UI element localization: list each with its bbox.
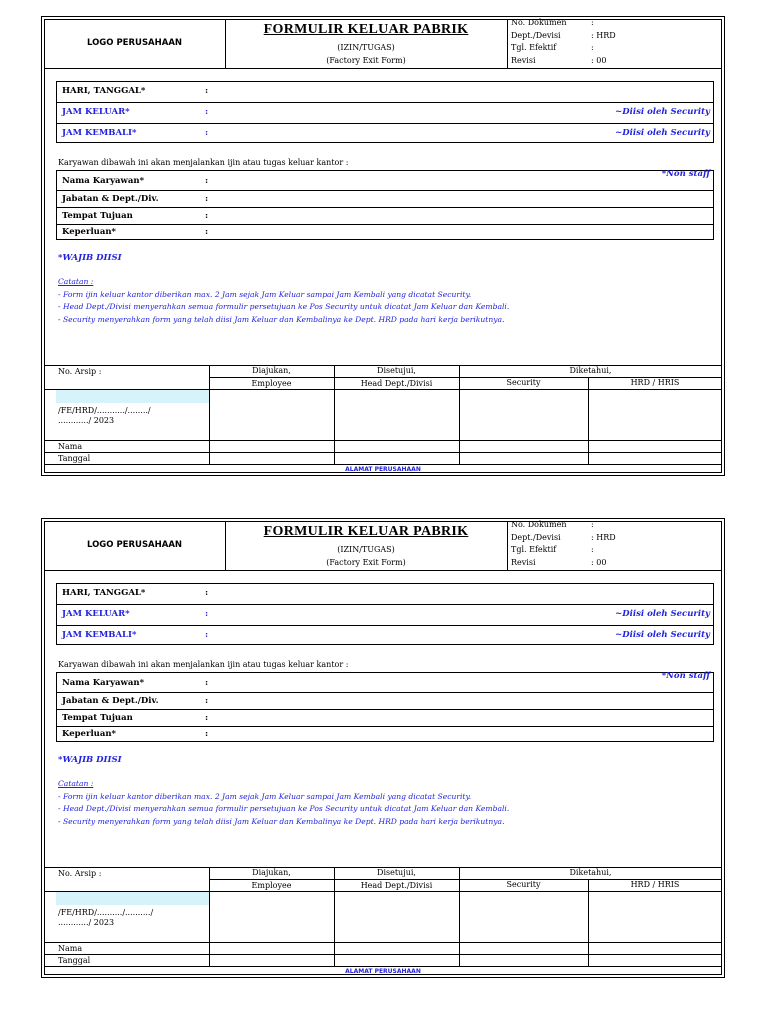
date-row-label: Tanggal — [58, 956, 91, 965]
required-note: *WAJIB DIISI — [58, 253, 122, 263]
effective-value: : — [591, 43, 594, 52]
destination-label: Tempat Tujuan — [62, 211, 133, 221]
date-label: HARI, TANGGAL* — [62, 86, 146, 96]
archive-format-line-2: ............/ 2023 — [58, 416, 115, 425]
exit-security-note: ~Diisi oleh Security — [615, 609, 710, 619]
note-line-1: - Form ijin keluar kantor diberikan max. 2 Jam sejak Jam Keluar sampai Jam Kembali yang dicatat Security. — [58, 289, 472, 299]
dept-value: : HRD — [591, 532, 616, 542]
document-meta — [511, 519, 721, 569]
dept-label: Dept./Devisi — [511, 30, 561, 40]
name-row-label: Nama — [58, 442, 83, 451]
company-address: ALAMAT PERUSAHAAN — [345, 968, 421, 975]
note-line-2: - Head Dept./Divisi menyerahkan semua formulir persetujuan ke Pos Security untuk dicatat Jam Keluar dan Kembali. — [58, 302, 510, 311]
purpose-colon: : — [205, 227, 209, 237]
form-subtitle-en: (Factory Exit Form) — [326, 56, 406, 65]
form-subtitle: (IZIN/TUGAS) — [337, 43, 395, 52]
notes-heading: Catatan : — [58, 277, 94, 286]
approved-label: Disetujui, — [377, 868, 416, 877]
notes-block — [58, 778, 718, 828]
archive-format-line-1: /FE/HRD/........../........../ — [58, 908, 154, 917]
exit-time-label: JAM KELUAR* — [62, 609, 130, 619]
doc-number-label: No. Dokumen — [511, 18, 567, 27]
date-row-label: Tanggal — [58, 454, 91, 463]
return-time-label: JAM KEMBALI* — [62, 128, 137, 138]
time-box — [56, 81, 714, 143]
doc-number-label: No. Dokumen — [511, 520, 567, 529]
hrd-col: HRD / HRIS — [630, 880, 680, 889]
return-colon: : — [205, 630, 209, 640]
revision-value: : 00 — [591, 55, 607, 65]
notes-heading: Catatan : — [58, 779, 94, 788]
archive-format-line-2: ............/ 2023 — [58, 918, 115, 927]
note-line-1: - Form ijin keluar kantor diberikan max. 2 Jam sejak Jam Keluar sampai Jam Kembali yang dicatat Security. — [58, 791, 472, 801]
exit-form-1 — [41, 16, 725, 476]
employee-name-label: Nama Karyawan* — [62, 678, 145, 688]
employee-name-colon: : — [205, 678, 209, 688]
name-row-label: Nama — [58, 944, 83, 953]
note-line-3: - Security menyerahkan form yang telah diisi Jam Keluar dan Kembalinya ke Dept. HRD pada hari kerja berikutnya. — [58, 816, 505, 826]
exit-time-label: JAM KELUAR* — [62, 107, 130, 117]
time-box — [56, 583, 714, 645]
archive-highlight — [56, 892, 209, 905]
archive-format-line-1: /FE/HRD/.........../......../ — [58, 406, 151, 415]
note-line-2: - Head Dept./Divisi menyerahkan semua formulir persetujuan ke Pos Security untuk dicatat Jam Keluar dan Kembali. — [58, 804, 510, 813]
position-label: Jabatan & Dept./Div. — [62, 696, 159, 706]
note-line-3: - Security menyerahkan form yang telah diisi Jam Keluar dan Kembalinya ke Dept. HRD pada hari kerja berikutnya. — [58, 314, 505, 324]
doc-number-value: : — [591, 18, 594, 27]
date-label: HARI, TANGGAL* — [62, 588, 146, 598]
document-meta — [511, 17, 721, 67]
purpose-label: Keperluan* — [62, 729, 116, 739]
employee-intro: Karyawan dibawah ini akan menjalankan ijin atau tugas keluar kantor : — [58, 158, 349, 167]
submitted-label: Diajukan, — [252, 868, 291, 877]
acknowledged-label: Diketahui, — [569, 366, 612, 375]
archive-label: No. Arsip : — [58, 869, 102, 878]
dept-label: Dept./Devisi — [511, 532, 561, 542]
position-label: Jabatan & Dept./Div. — [62, 194, 159, 204]
return-security-note: ~Diisi oleh Security — [615, 128, 710, 138]
return-security-note: ~Diisi oleh Security — [615, 630, 710, 640]
date-colon: : — [205, 86, 209, 96]
destination-colon: : — [205, 713, 209, 723]
acknowledged-label: Diketahui, — [569, 868, 612, 877]
head-col: Head Dept./Divisi — [360, 379, 433, 388]
hrd-col: HRD / HRIS — [630, 378, 680, 387]
exit-colon: : — [205, 609, 209, 619]
doc-number-value: : — [591, 520, 594, 529]
employee-box — [56, 672, 714, 742]
exit-colon: : — [205, 107, 209, 117]
date-colon: : — [205, 588, 209, 598]
return-colon: : — [205, 128, 209, 138]
archive-highlight — [56, 390, 209, 403]
exit-security-note: ~Diisi oleh Security — [615, 107, 710, 117]
employee-name-colon: : — [205, 176, 209, 186]
effective-label: Tgl. Efektif — [511, 43, 557, 52]
revision-value: : 00 — [591, 557, 607, 567]
notes-block — [58, 276, 718, 326]
destination-colon: : — [205, 211, 209, 221]
form-subtitle-en: (Factory Exit Form) — [326, 558, 406, 567]
position-colon: : — [205, 696, 209, 706]
submitted-label: Diajukan, — [252, 366, 291, 375]
position-colon: : — [205, 194, 209, 204]
employee-col: Employee — [251, 881, 292, 890]
employee-name-label: Nama Karyawan* — [62, 176, 145, 186]
company-address: ALAMAT PERUSAHAAN — [345, 466, 421, 473]
purpose-colon: : — [205, 729, 209, 739]
form-title: FORMULIR KELUAR PABRIK — [263, 524, 469, 539]
employee-col: Employee — [251, 379, 292, 388]
company-logo: LOGO PERUSAHAAN — [86, 540, 183, 550]
dept-value: : HRD — [591, 30, 616, 40]
revision-label: Revisi — [511, 55, 536, 65]
purpose-label: Keperluan* — [62, 227, 116, 237]
employee-intro: Karyawan dibawah ini akan menjalankan ijin atau tugas keluar kantor : — [58, 660, 349, 669]
exit-form-2 — [41, 518, 725, 978]
security-col: Security — [506, 378, 541, 387]
non-staff-note: *Non staff — [661, 169, 710, 179]
security-col: Security — [506, 880, 541, 889]
non-staff-note: *Non staff — [661, 671, 710, 681]
form-title: FORMULIR KELUAR PABRIK — [263, 22, 469, 37]
company-logo: LOGO PERUSAHAAN — [86, 38, 183, 48]
archive-label: No. Arsip : — [58, 367, 102, 376]
effective-label: Tgl. Efektif — [511, 545, 557, 554]
revision-label: Revisi — [511, 557, 536, 567]
employee-box — [56, 170, 714, 240]
required-note: *WAJIB DIISI — [58, 755, 122, 765]
return-time-label: JAM KEMBALI* — [62, 630, 137, 640]
head-col: Head Dept./Divisi — [360, 881, 433, 890]
form-subtitle: (IZIN/TUGAS) — [337, 545, 395, 554]
effective-value: : — [591, 545, 594, 554]
approved-label: Disetujui, — [377, 366, 416, 375]
destination-label: Tempat Tujuan — [62, 713, 133, 723]
